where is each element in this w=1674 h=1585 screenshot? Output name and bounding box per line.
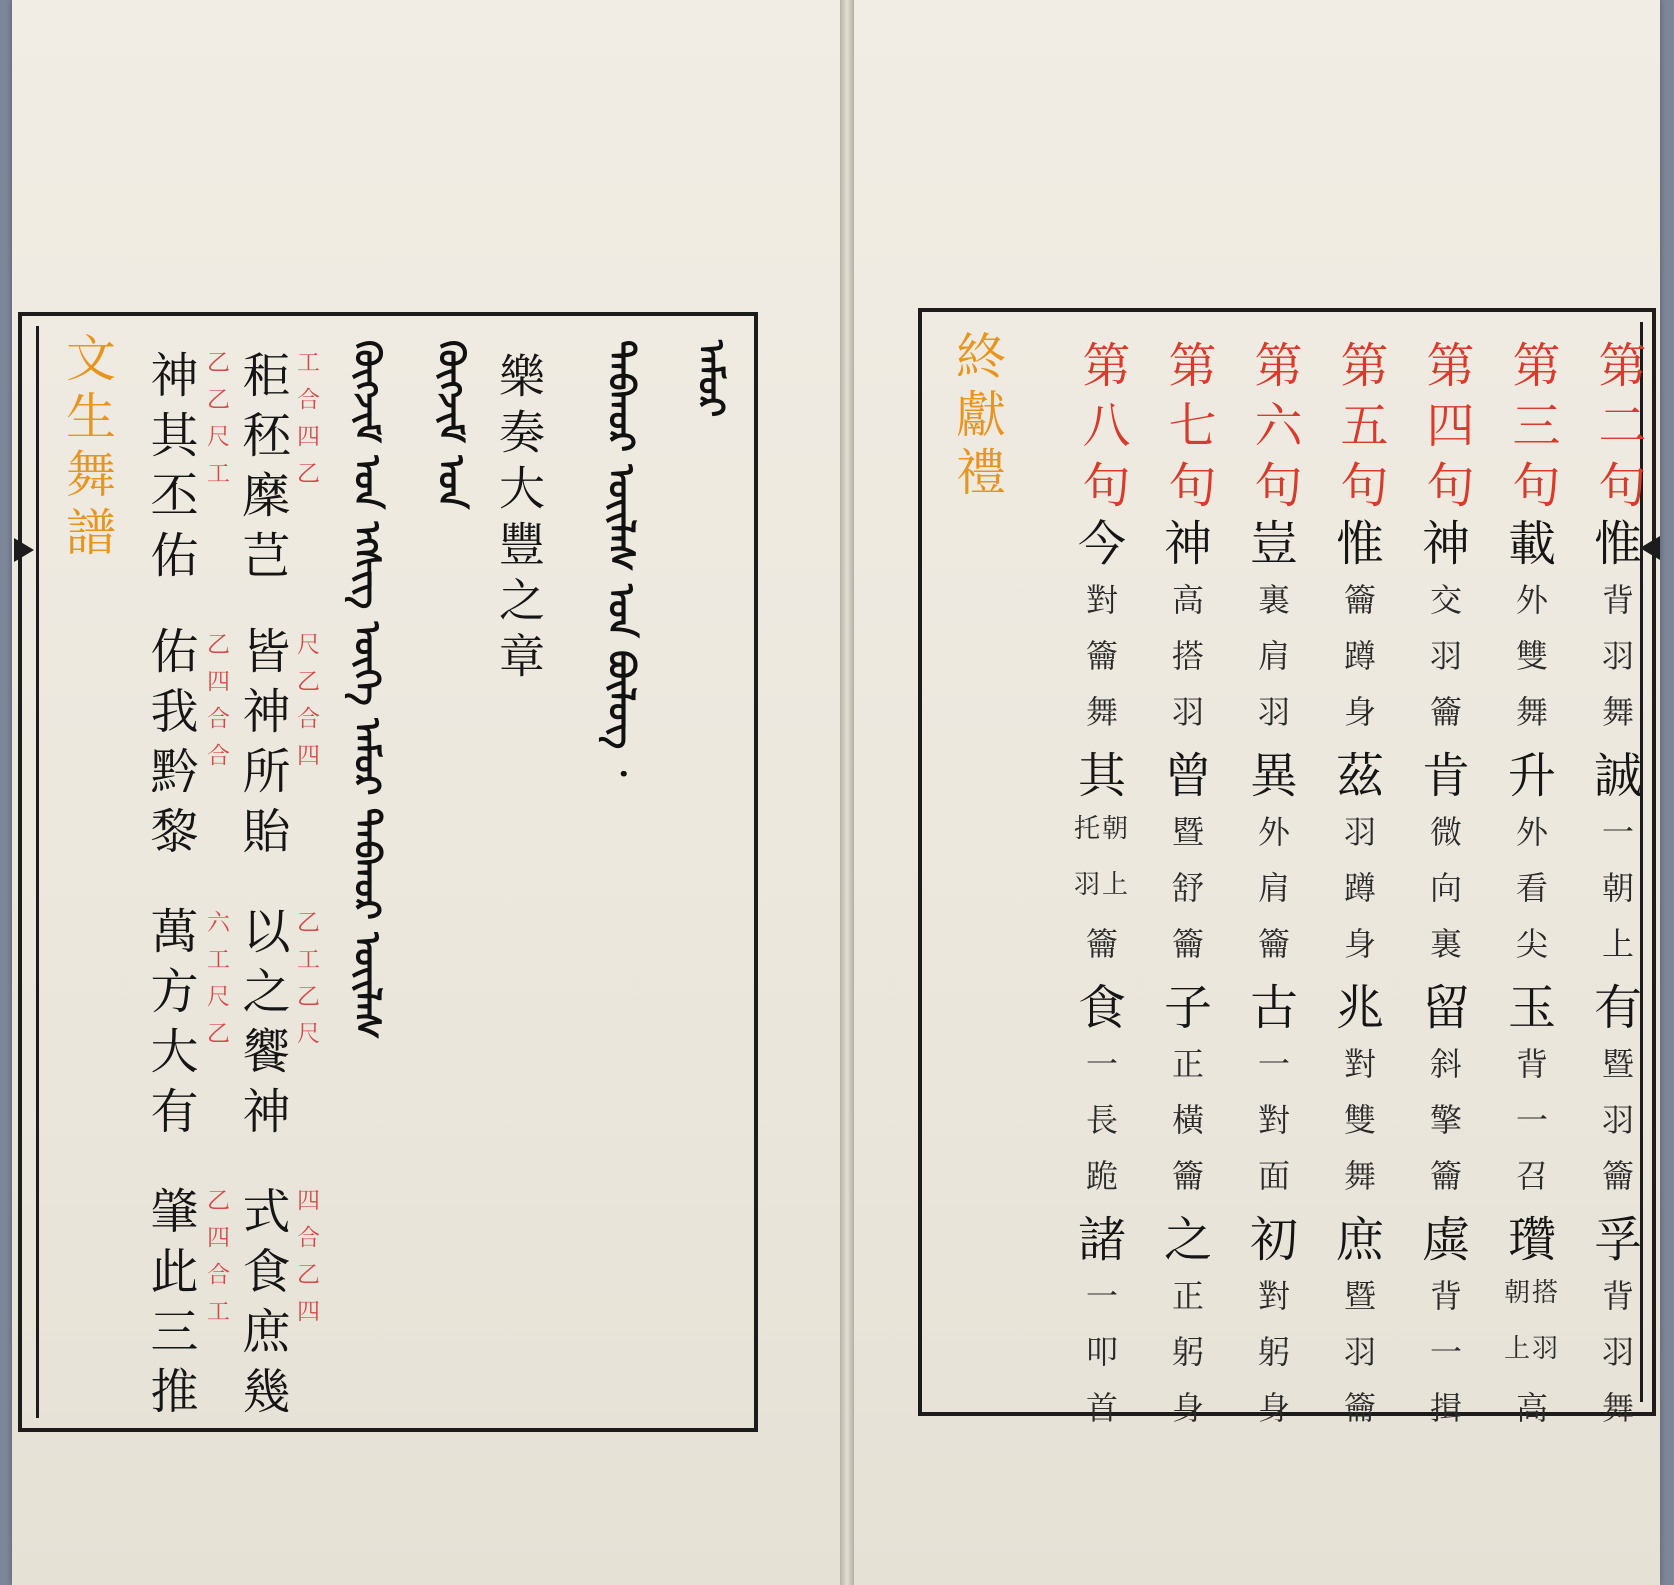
movement-note: 背 <box>1601 581 1634 619</box>
movement-note: 籥 <box>1343 1389 1376 1427</box>
notation-col-1-phrase-3: 乙工乙尺 <box>293 910 319 1058</box>
line-label: 第六句 <box>1246 340 1302 520</box>
movement-note: 搭 <box>1171 637 1204 675</box>
movement-note: 舒 <box>1171 869 1204 907</box>
lyric-char: 豈 <box>1249 516 1298 572</box>
lyric-char: 惟 <box>1593 516 1642 572</box>
movement-note: 長 <box>1085 1101 1118 1139</box>
movement-note: 舞 <box>1343 1157 1376 1195</box>
lyrics-col-1-phrase-1: 秬秠穈芑 <box>234 350 290 590</box>
lyric-char: 子 <box>1163 980 1212 1036</box>
movement-note: 躬 <box>1171 1333 1204 1371</box>
notation-col-2-phrase-3: 六工尺乙 <box>203 910 229 1058</box>
lyrics-col-1-phrase-4: 式食庶幾 <box>234 1186 290 1426</box>
lyric-char: 之 <box>1163 1212 1212 1268</box>
left-fishtail-mark <box>14 538 34 562</box>
left-title: 文生舞譜 <box>58 332 116 564</box>
movement-note: 高 <box>1171 581 1204 619</box>
book-gutter <box>840 0 854 1585</box>
movement-note: 籥 <box>1429 1157 1462 1195</box>
movement-note: 羽 <box>1601 1101 1634 1139</box>
notation-col-2-phrase-1: 乙乙尺工 <box>203 350 229 498</box>
lyric-char: 載 <box>1507 516 1556 572</box>
movement-note: 朝 <box>1601 869 1634 907</box>
movement-note: 籥 <box>1085 925 1118 963</box>
line-label: 第五句 <box>1332 340 1388 520</box>
line-label: 第八句 <box>1074 340 1130 520</box>
movement-note: 暨 <box>1601 1045 1634 1083</box>
movement-note: 外 <box>1515 813 1548 851</box>
movement-note: 叩 <box>1085 1333 1118 1371</box>
lyric-char: 肯 <box>1421 748 1470 804</box>
movement-note: 裏 <box>1257 581 1290 619</box>
movement-note: 對 <box>1257 1101 1290 1139</box>
left-heading: 樂奏大豐之章 <box>492 352 546 688</box>
movement-note: 雙 <box>1515 637 1548 675</box>
movement-note: 籥 <box>1085 637 1118 675</box>
movement-note: 托朝 <box>1073 814 1130 844</box>
movement-note: 揖 <box>1429 1389 1462 1427</box>
movement-note: 舞 <box>1085 693 1118 731</box>
line-label: 第七句 <box>1160 340 1216 520</box>
lyric-char: 誠 <box>1593 748 1642 804</box>
left-inner-rule <box>36 326 39 1418</box>
movement-note: 跪 <box>1085 1157 1118 1195</box>
movement-note: 朝搭 <box>1503 1278 1560 1308</box>
movement-note: 背 <box>1515 1045 1548 1083</box>
lyric-char: 今 <box>1077 516 1126 572</box>
lyric-char: 庶 <box>1335 1212 1384 1268</box>
movement-note: 蹲 <box>1343 869 1376 907</box>
movement-note: 羽 <box>1601 1333 1634 1371</box>
lyric-char: 初 <box>1249 1212 1298 1268</box>
movement-note: 橫 <box>1171 1101 1204 1139</box>
movement-note: 羽 <box>1171 693 1204 731</box>
lyric-char: 其 <box>1077 748 1126 804</box>
movement-note: 裏 <box>1429 925 1462 963</box>
movement-note: 召 <box>1515 1157 1548 1195</box>
movement-note: 交 <box>1429 581 1462 619</box>
lyric-char: 諸 <box>1077 1212 1126 1268</box>
lyrics-col-2-phrase-2: 佑我黔黎 <box>142 626 198 866</box>
lyrics-col-1-phrase-3: 以之饗神 <box>234 906 290 1146</box>
movement-note: 暨 <box>1343 1277 1376 1315</box>
movement-note: 身 <box>1343 693 1376 731</box>
movement-note: 外 <box>1257 813 1290 851</box>
movement-note: 看 <box>1515 869 1548 907</box>
mongolian-line-3: ᠬᠦᠭᠵᠢᠮ ᠤᠨ <box>430 340 471 510</box>
movement-note: 籥 <box>1257 925 1290 963</box>
notation-col-2-phrase-4: 乙四合工 <box>203 1188 229 1336</box>
movement-note: 一 <box>1085 1045 1118 1083</box>
movement-note: 微 <box>1429 813 1462 851</box>
movement-note: 雙 <box>1343 1101 1376 1139</box>
movement-note: 一 <box>1601 813 1634 851</box>
lyrics-col-2-phrase-3: 萬方大有 <box>142 906 198 1146</box>
movement-note: 上羽 <box>1503 1334 1560 1364</box>
movement-note: 斜 <box>1429 1045 1462 1083</box>
movement-note: 肩 <box>1257 869 1290 907</box>
movement-note: 籥 <box>1601 1157 1634 1195</box>
lyrics-col-2-phrase-1: 神其丕佑 <box>142 350 198 590</box>
movement-note: 羽 <box>1601 637 1634 675</box>
lyric-char: 玉 <box>1507 980 1556 1036</box>
lyric-char: 虡 <box>1421 1212 1470 1268</box>
movement-note: 擎 <box>1429 1101 1462 1139</box>
movement-note: 外 <box>1515 581 1548 619</box>
movement-note: 對 <box>1257 1277 1290 1315</box>
movement-note: 身 <box>1343 925 1376 963</box>
lyric-char: 曾 <box>1163 748 1212 804</box>
movement-note: 一 <box>1429 1333 1462 1371</box>
movement-note: 躬 <box>1257 1333 1290 1371</box>
movement-note: 對 <box>1085 581 1118 619</box>
lyric-char: 瓚 <box>1507 1212 1556 1268</box>
mongolian-line-1: ᠠᠮᠤᠷ <box>690 340 731 418</box>
movement-note: 高 <box>1515 1389 1548 1427</box>
movement-note: 羽 <box>1343 813 1376 851</box>
lyric-char: 古 <box>1249 980 1298 1036</box>
lyrics-col-2-phrase-4: 肇此三推 <box>142 1186 198 1426</box>
mongolian-line-4: ᠬᠦᠭᠵᠢᠮ ᠤᠨ ᠡᠭᠰᠢᠭ ᠦᠭᠡ ᠠᠮᠤᠷ ᠳᠠᠪᠬᠤᠷ ᠦᠢᠯᠡᠰ <box>346 340 387 1040</box>
lyric-char: 惟 <box>1335 516 1384 572</box>
movement-note: 一 <box>1085 1277 1118 1315</box>
line-label: 第二句 <box>1590 340 1646 520</box>
closing-title: 終獻禮 <box>948 330 1006 504</box>
lyrics-col-1-phrase-2: 皆神所貽 <box>234 626 290 866</box>
mongolian-line-2: ᠳᠠᠪᠬᠤᠷ ᠦᠢᠯᠡᠰ ᠤᠨ ᠪᠦᠯᠦᠭ ᠂ <box>600 340 641 777</box>
movement-note: 一 <box>1257 1045 1290 1083</box>
lyric-char: 食 <box>1077 980 1126 1036</box>
movement-note: 籥 <box>1343 581 1376 619</box>
movement-note: 正 <box>1171 1045 1204 1083</box>
movement-note: 羽 <box>1343 1333 1376 1371</box>
movement-note: 暨 <box>1171 813 1204 851</box>
movement-note: 背 <box>1429 1277 1462 1315</box>
movement-note: 對 <box>1343 1045 1376 1083</box>
movement-note: 舞 <box>1601 693 1634 731</box>
lyric-char: 異 <box>1249 748 1298 804</box>
movement-note: 首 <box>1085 1389 1118 1427</box>
movement-note: 正 <box>1171 1277 1204 1315</box>
movement-note: 舞 <box>1601 1389 1634 1427</box>
notation-col-1-phrase-2: 尺乙合四 <box>293 632 319 780</box>
movement-note: 籥 <box>1429 693 1462 731</box>
movement-note: 籥 <box>1171 925 1204 963</box>
lyric-char: 留 <box>1421 980 1470 1036</box>
lyric-char: 升 <box>1507 748 1556 804</box>
movement-note: 面 <box>1257 1157 1290 1195</box>
movement-note: 舞 <box>1515 693 1548 731</box>
lyric-char: 神 <box>1421 516 1470 572</box>
movement-note: 羽上 <box>1073 870 1130 900</box>
lyric-char: 神 <box>1163 516 1212 572</box>
lyric-char: 茲 <box>1335 748 1384 804</box>
movement-note: 蹲 <box>1343 637 1376 675</box>
movement-note: 尖 <box>1515 925 1548 963</box>
notation-col-2-phrase-2: 乙四合合 <box>203 632 229 780</box>
movement-note: 籥 <box>1171 1157 1204 1195</box>
lyric-char: 有 <box>1593 980 1642 1036</box>
notation-col-1-phrase-4: 四合乙四 <box>293 1188 319 1336</box>
lyric-char: 孚 <box>1593 1212 1642 1268</box>
movement-note: 一 <box>1515 1101 1548 1139</box>
movement-note: 肩 <box>1257 637 1290 675</box>
lyric-char: 兆 <box>1335 980 1384 1036</box>
left-page-border <box>18 312 758 1432</box>
movement-note: 背 <box>1601 1277 1634 1315</box>
movement-note: 身 <box>1257 1389 1290 1427</box>
movement-note: 上 <box>1601 925 1634 963</box>
movement-note: 向 <box>1429 869 1462 907</box>
movement-note: 羽 <box>1257 693 1290 731</box>
line-label: 第四句 <box>1418 340 1474 520</box>
movement-note: 身 <box>1171 1389 1204 1427</box>
notation-col-1-phrase-1: 工合四乙 <box>293 350 319 498</box>
line-label: 第三句 <box>1504 340 1560 520</box>
movement-note: 羽 <box>1429 637 1462 675</box>
